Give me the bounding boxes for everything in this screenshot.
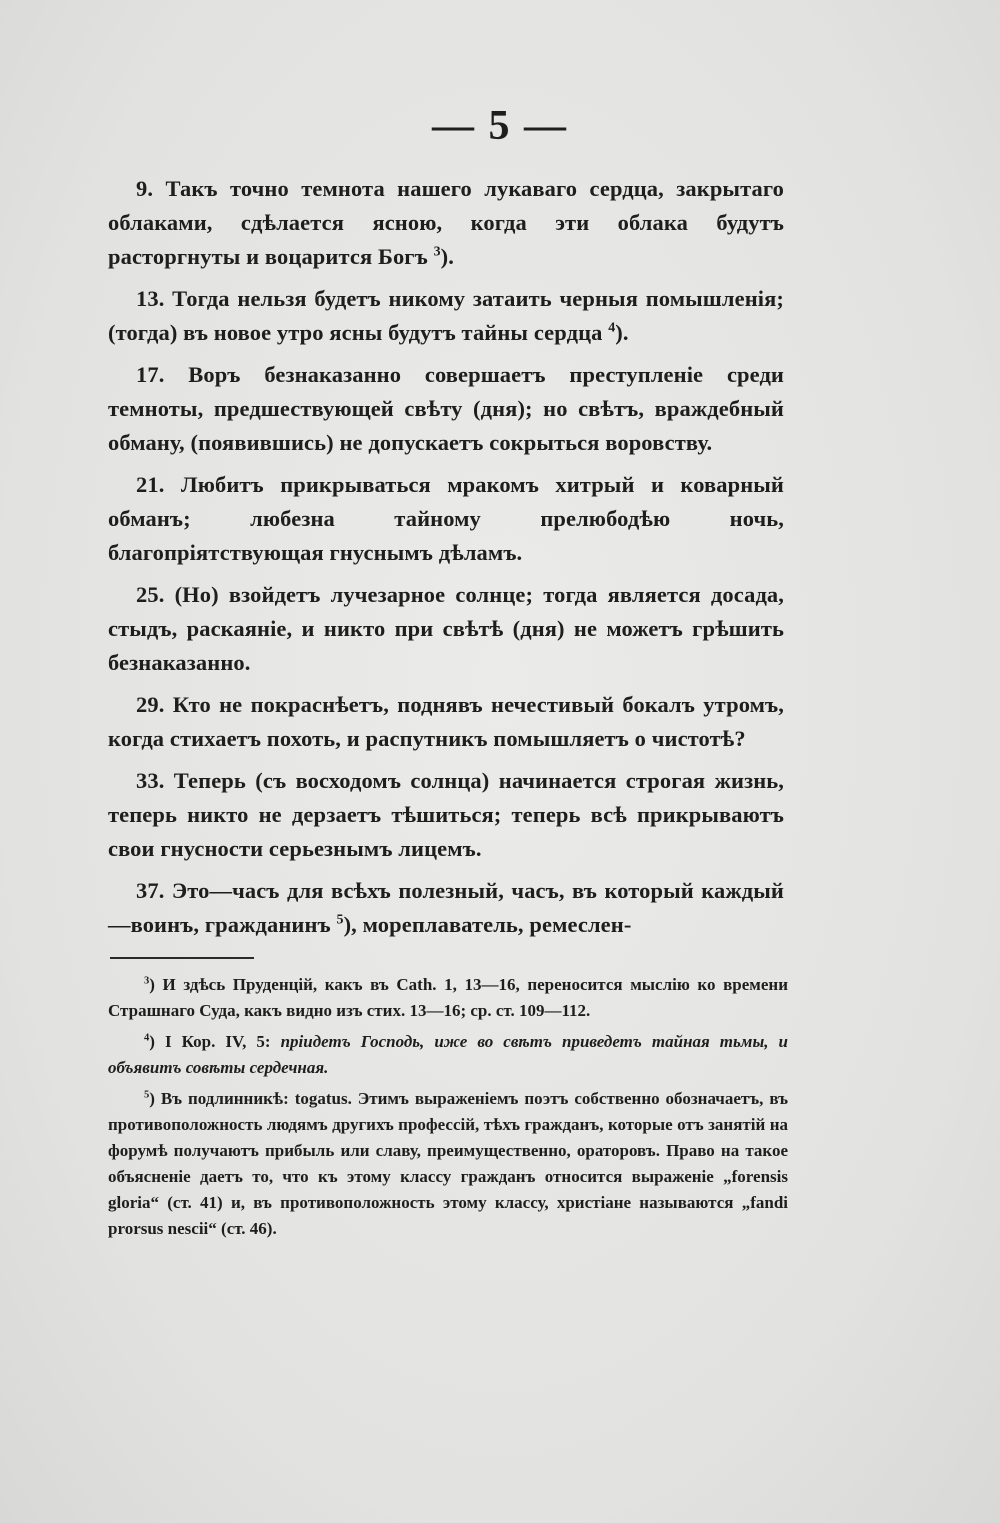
- footnote-mark: 5: [144, 1089, 150, 1101]
- footnote-ref[interactable]: 3: [433, 244, 441, 260]
- paragraph-verse-17: 17. Воръ безнаказанно совершаетъ преступленіе среди темноты, предшествующей свѣту (дня); но свѣтъ, враждебный обману, (появившись) не допускаетъ сокрыться воровству.: [108, 362, 784, 455]
- main-text: [108, 172, 784, 950]
- footnote-5: $^5$) Въ подлинникѣ: togatus. Этимъ выраженіемъ поэтъ собственно обозначаетъ, въ противоположность людямъ другихъ профессій, тѣхъ гражданъ, которые отъ занятій на форумѣ получаютъ прибыль или славу, преимущественно, ораторовъ. Право на такое объясненіе даетъ то, что къ этому классу гражданъ относится выраженіе „forensis gloria“ (ст. 41) и, въ противоположность этому классу, христіане называются „fandi prorsus nescii“ (ст. 46).: [108, 1089, 788, 1238]
- scripture-quote: пріидетъ Господь, иже во свѣтъ приведетъ тайная тьмы, и объявитъ совѣты сердечная.: [108, 1032, 788, 1077]
- paragraph-verse-25: 25. (Но) взойдетъ лучезарное солнце; тогда является досада, стыдъ, раскаяніе, и никто при свѣтѣ (дня) не можетъ грѣшить безнаказанно.: [108, 582, 784, 675]
- footnote-4: $^4$) I Кор. IV, 5: пріидетъ Господь, иже во свѣтъ приведетъ тайная тьмы, и объявитъ совѣты сердечная.: [108, 1032, 788, 1077]
- paragraph-verse-37: 37. Это—часъ для всѣхъ полезный, часъ, въ который каждый—воинъ, гражданинъ $^5$), мореплаватель, ремеслен-: [108, 878, 784, 937]
- paragraph-verse-13: 13. Тогда нельзя будетъ никому затаить черныя помышленія; (тогда) въ новое утро ясны будутъ тайны сердца $^4$).: [108, 286, 784, 345]
- paragraph-verse-21: 21. Любитъ прикрываться мракомъ хитрый и коварный обманъ; любезна тайному прелюбодѣю ночь, благопріятствующая гнуснымъ дѣламъ.: [108, 472, 784, 565]
- footnote-ref[interactable]: 5: [336, 912, 344, 928]
- footnote-mark: 4: [144, 1032, 150, 1044]
- paragraph-verse-33: 33. Теперь (съ восходомъ солнца) начинается строгая жизнь, теперь никто не дерзаетъ тѣшиться; теперь всѣ прикрываютъ свои гнусности серьезнымъ лицемъ.: [108, 768, 784, 861]
- paragraph-verse-29: 29. Кто не покраснѣетъ, поднявъ нечестивый бокалъ утромъ, когда стихаетъ похоть, и распутникъ помышляетъ о чистотѣ?: [108, 692, 784, 751]
- footnote-separator: [110, 957, 254, 959]
- page-number: — 5 —: [432, 103, 568, 149]
- footnote-3: $^3$) И здѣсь Пруденцій, какъ въ Cath. 1, 13—16, переносится мыслію ко времени Страшнаго Суда, какъ видно изъ стих. 13—16; ср. ст. 109—112.: [108, 975, 788, 1020]
- paragraph-verse-9: 9. Такъ точно темнота нашего лукаваго сердца, закрытаго облаками, сдѣлается ясною, когда эти облака будутъ расторгнуты и воцарится Богъ $^3$).: [108, 176, 784, 269]
- footnote-mark: 3: [144, 975, 150, 987]
- footnote-ref[interactable]: 4: [608, 320, 616, 336]
- footnotes: [108, 972, 788, 1247]
